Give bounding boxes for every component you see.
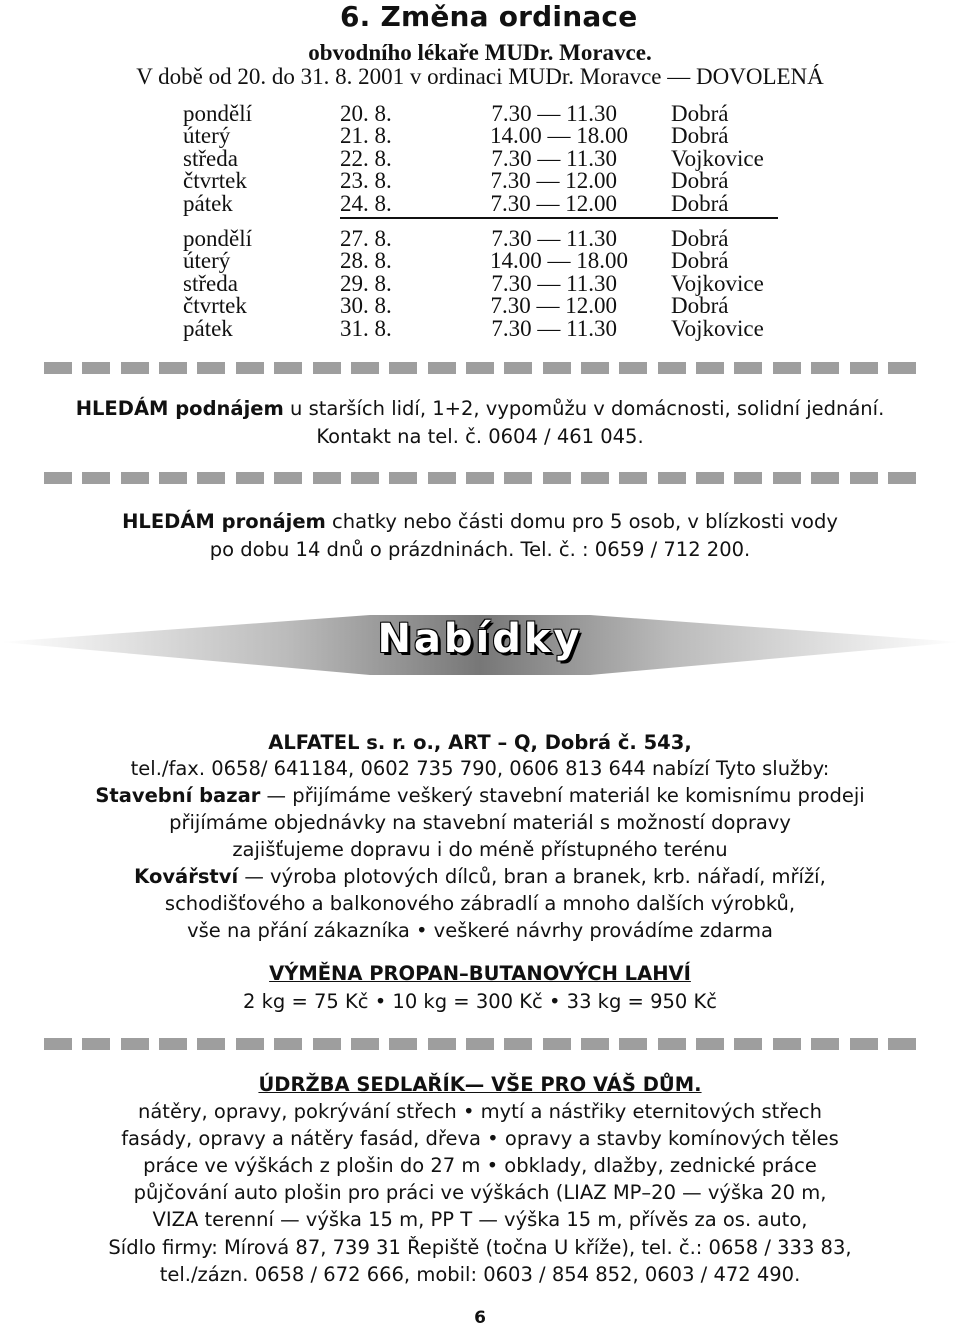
subtitle-period: V době od 20. do 31. 8. 2001 v ordinaci MUDr. Moravce — DOVOLENÁ	[136, 64, 824, 89]
place: Dobrá	[671, 190, 729, 216]
date: 30. 8.	[340, 293, 392, 319]
ad-lead: HLEDÁM pronájem	[122, 510, 326, 533]
day: úterý	[183, 248, 231, 274]
place: Dobrá	[671, 123, 729, 149]
place: Dobrá	[671, 226, 729, 251]
service-bazar	[0, 784, 960, 807]
page-number: 6	[474, 1308, 486, 1328]
offer2-line: tel./zázn. 0658 / 672 666, mobil: 0603 / 854 852, 0603 / 472 490.	[159, 1263, 801, 1286]
date: 23. 8.	[340, 168, 392, 194]
offer2-line: VIZA terenní — výška 15 m, PP T — výška 15 m, přívěs za os. auto,	[152, 1208, 808, 1231]
date: 21. 8.	[340, 123, 392, 149]
date: 24. 8.	[340, 190, 392, 216]
gas-title: VÝMĚNA PROPAN–BUTANOVÝCH LAHVÍ	[269, 962, 691, 985]
service-line: vše na přání zákazníka • veškeré návrhy provádíme zdarma	[187, 919, 773, 942]
service-line: zajišťujeme dopravu i do méně přístupného terénu	[232, 838, 728, 861]
schedule-row	[0, 190, 960, 216]
ad-pronajem	[0, 510, 960, 533]
hours: 7.30 — 11.30	[491, 270, 617, 296]
service-lead: Kovářství	[134, 865, 239, 888]
date: 27. 8.	[340, 226, 392, 251]
ad-contact: po dobu 14 dnů o prázdninách. Tel. č. : 0659 / 712 200.	[209, 538, 751, 561]
day: středa	[183, 270, 238, 296]
hours: 7.30 — 11.30	[491, 226, 617, 251]
day: čtvrtek	[183, 168, 247, 194]
place: Dobrá	[671, 248, 729, 274]
hours: 14.00 — 18.00	[490, 248, 628, 274]
hours: 7.30 — 12.00	[490, 293, 617, 319]
ad-lead: HLEDÁM podnájem	[75, 397, 284, 420]
schedule-row	[0, 270, 960, 296]
place: Vojkovice	[671, 270, 764, 296]
service-text: — přijímáme veškerý stavební materiál ke komisnímu prodeji	[260, 784, 865, 807]
company-name: ALFATEL s. r. o., ART – Q, Dobrá č. 543,	[268, 731, 692, 754]
hours: 7.30 — 12.00	[490, 168, 617, 194]
section-heading-nabidky: Nabídky	[377, 616, 583, 662]
place: Dobrá	[671, 101, 729, 126]
schedule-row	[0, 315, 960, 341]
schedule-row	[0, 228, 960, 250]
offer2-line: práce ve výškách z plošin do 27 m • obklady, dlažby, zednické práce	[143, 1154, 817, 1177]
dashed-separator	[44, 362, 916, 374]
ad-contact: Kontakt na tel. č. 0604 / 461 045.	[316, 425, 644, 448]
place: Dobrá	[671, 293, 729, 319]
day: pátek	[183, 190, 233, 216]
schedule-row	[0, 125, 960, 147]
date: 29. 8.	[340, 270, 392, 296]
hours: 7.30 — 11.30	[491, 145, 617, 171]
offer2-line: fasády, opravy a nátěry fasád, dřeva • opravy a stavby komínových těles	[121, 1127, 839, 1150]
week-divider	[340, 217, 778, 219]
place: Dobrá	[671, 168, 729, 194]
service-line: přijímáme objednávky na stavební materiál s možností dopravy	[169, 811, 791, 834]
day: středa	[183, 145, 238, 171]
ad-text: chatky nebo části domu pro 5 osob, v blízkosti vody	[325, 510, 838, 533]
offer2-line: půjčování auto plošin pro práci ve výškách (LIAZ MP–20 — výška 20 m,	[133, 1181, 827, 1204]
place: Vojkovice	[671, 145, 764, 171]
schedule-row	[0, 250, 960, 272]
gas-prices: 2 kg = 75 Kč • 10 kg = 300 Kč • 33 kg = 950 Kč	[242, 990, 718, 1013]
offer2-title: ÚDRŽBA SEDLAŘÍK— VŠE PRO VÁŠ DŮM.	[258, 1073, 702, 1096]
hours: 7.30 — 11.30	[491, 315, 617, 341]
hours: 14.00 — 18.00	[490, 123, 628, 149]
ad-text: u starších lidí, 1+2, vypomůžu v domácnosti, solidní jednání.	[283, 397, 885, 420]
page-title: 6. Změna ordinace	[340, 0, 638, 33]
place: Vojkovice	[671, 315, 764, 341]
schedule-week2	[0, 228, 960, 340]
day: pondělí	[183, 226, 252, 251]
offer2-line: nátěry, opravy, pokrývání střech • mytí a nástřiky eternitových střech	[138, 1100, 822, 1123]
dashed-separator	[44, 1038, 916, 1050]
date: 28. 8.	[340, 248, 392, 274]
date: 31. 8.	[340, 315, 392, 341]
hours: 7.30 — 12.00	[490, 190, 617, 216]
date: 20. 8.	[340, 101, 392, 126]
service-line: schodišťového a balkonového zábradlí a mnoho dalších výrobků,	[164, 892, 796, 915]
day: pondělí	[183, 101, 252, 126]
offer2-line: Sídlo firmy: Mírová 87, 739 31 Řepiště (točna U kříže), tel. č.: 0658 / 333 83,	[108, 1236, 852, 1259]
service-lead: Stavební bazar	[95, 784, 261, 807]
schedule-row	[0, 103, 960, 125]
schedule-row	[0, 170, 960, 192]
dashed-separator	[44, 472, 916, 484]
day: pátek	[183, 315, 233, 341]
schedule-row	[0, 295, 960, 317]
subtitle-doctor: obvodního lékaře MUDr. Moravce.	[308, 40, 652, 65]
schedule-week1	[0, 103, 960, 215]
hours: 7.30 — 11.30	[491, 101, 617, 126]
service-kovarstvi	[0, 865, 960, 888]
ad-podnajem	[0, 397, 960, 420]
day: čtvrtek	[183, 293, 247, 319]
schedule-row	[0, 145, 960, 171]
day: úterý	[183, 123, 231, 149]
service-text: — výroba plotových dílců, bran a branek, krb. nářadí, mříží,	[238, 865, 826, 888]
date: 22. 8.	[340, 145, 392, 171]
company-contact: tel./fax. 0658/ 641184, 0602 735 790, 0606 813 644 nabízí Tyto služby:	[130, 757, 830, 780]
